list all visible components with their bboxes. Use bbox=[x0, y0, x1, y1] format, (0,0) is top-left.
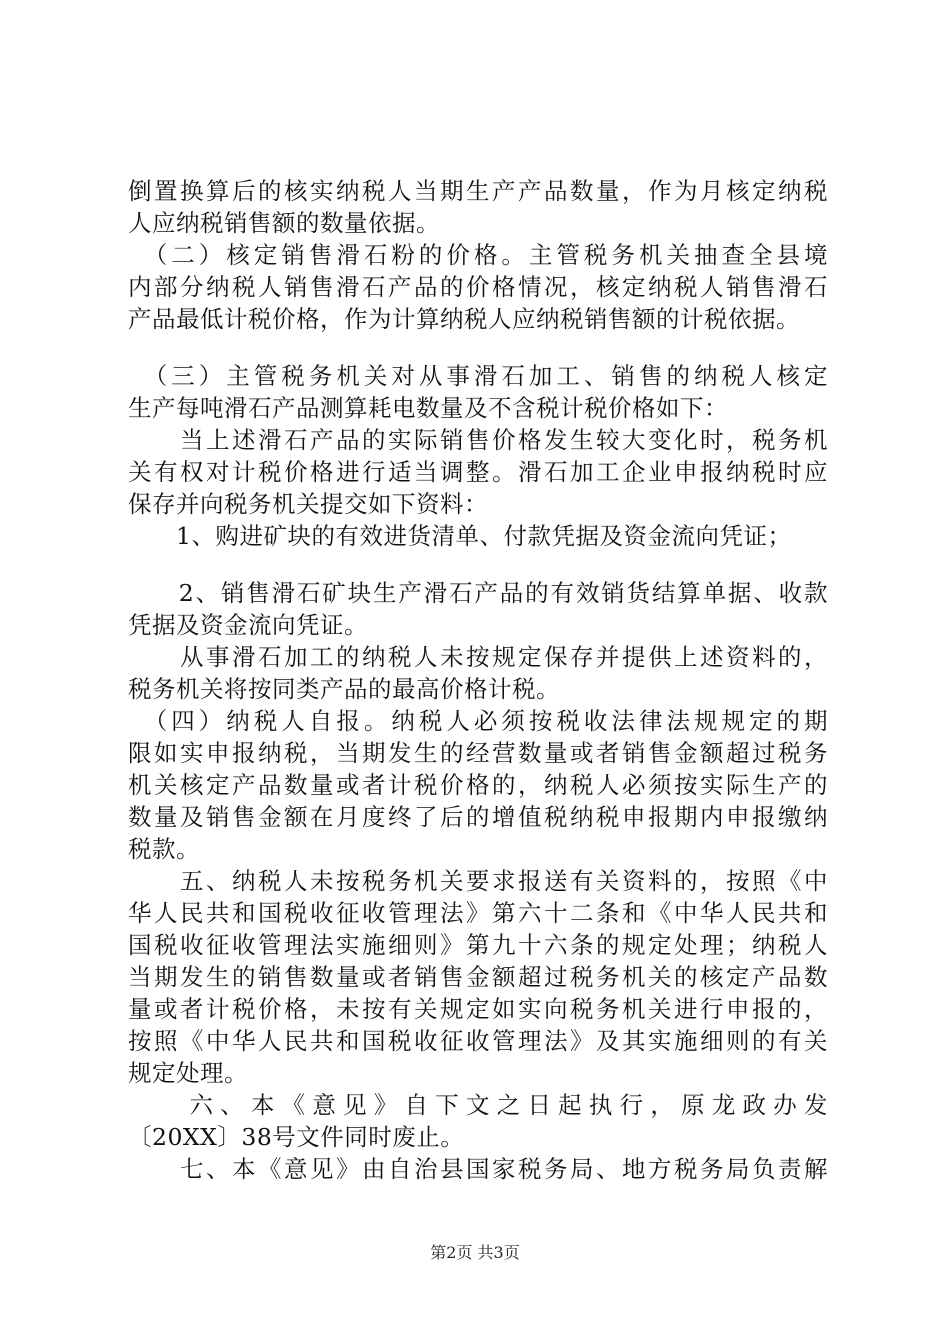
text-line: 2、销售滑石矿块生产滑石产品的有效销货结算单据、收款 bbox=[128, 579, 828, 607]
text-line: 机关核定产品数量或者计税价格的，纳税人必须按实际生产的 bbox=[128, 771, 828, 799]
text-line: 税款。 bbox=[128, 835, 200, 863]
text-line: 当期发生的销售数量或者销售金额超过税务机关的核定产品数 bbox=[128, 963, 828, 991]
text-line: 五、纳税人未按税务机关要求报送有关资料的，按照《中 bbox=[128, 867, 828, 895]
text-line: 七、本《意见》由自治县国家税务局、地方税务局负责解 bbox=[128, 1155, 828, 1183]
text-line: 人应纳税销售额的数量依据。 bbox=[128, 209, 440, 237]
text-line: 生产每吨滑石产品测算耗电数量及不含税计税价格如下： bbox=[128, 394, 728, 422]
text-line: 关有权对计税价格进行适当调整。滑石加工企业申报纳税时应 bbox=[128, 458, 828, 486]
page-number-footer: 第2页 共3页 bbox=[430, 1243, 520, 1262]
text-line: 〔20XX〕38号文件同时废止。 bbox=[128, 1123, 465, 1151]
text-line: （二）核定销售滑石粉的价格。主管税务机关抽查全县境 bbox=[128, 241, 828, 269]
text-line: 从事滑石加工的纳税人未按规定保存并提供上述资料的， bbox=[128, 643, 828, 671]
text-line: 凭据及资金流向凭证。 bbox=[128, 611, 368, 639]
text-line: （四）纳税人自报。纳税人必须按税收法律法规规定的期 bbox=[128, 707, 828, 735]
text-line: 当上述滑石产品的实际销售价格发生较大变化时，税务机 bbox=[128, 426, 828, 454]
text-line: 国税收征收管理法实施细则》第九十六条的规定处理；纳税人 bbox=[128, 931, 828, 959]
text-line: 按照《中华人民共和国税收征收管理法》及其实施细则的有关 bbox=[128, 1027, 828, 1055]
text-line: 产品最低计税价格，作为计算纳税人应纳税销售额的计税依据。 bbox=[128, 305, 800, 333]
text-line: 规定处理。 bbox=[128, 1059, 248, 1087]
text-line: 内部分纳税人销售滑石产品的价格情况，核定纳税人销售滑石 bbox=[128, 273, 828, 301]
text-line: （三）主管税务机关对从事滑石加工、销售的纳税人核定 bbox=[128, 362, 828, 390]
text-line: 数量及销售金额在月度终了后的增值税纳税申报期内申报缴纳 bbox=[128, 803, 828, 831]
text-line: 1、购进矿块的有效进货清单、付款凭据及资金流向凭证； bbox=[128, 522, 792, 550]
text-line: 限如实申报纳税，当期发生的经营数量或者销售金额超过税务 bbox=[128, 739, 828, 767]
text-line: 保存并向税务机关提交如下资料： bbox=[128, 490, 488, 518]
text-line: 六、本《意见》自下文之日起执行，原龙政办发 bbox=[128, 1091, 828, 1119]
text-line: 倒置换算后的核实纳税人当期生产产品数量，作为月核定纳税 bbox=[128, 177, 828, 205]
text-line: 量或者计税价格，未按有关规定如实向税务机关进行申报的， bbox=[128, 995, 828, 1023]
text-line: 华人民共和国税收征收管理法》第六十二条和《中华人民共和 bbox=[128, 899, 828, 927]
text-line: 税务机关将按同类产品的最高价格计税。 bbox=[128, 675, 560, 703]
